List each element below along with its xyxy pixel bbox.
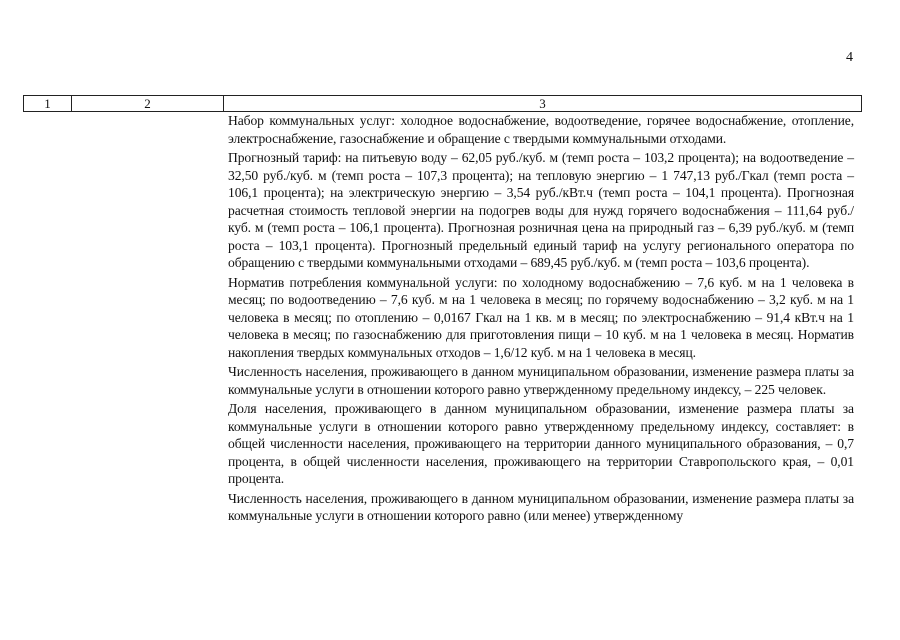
paragraph-forecast-tariffs: Прогнозный тариф: на питьевую воду – 62,05 руб./куб. м (темп роста – 103,2 процента); на водоотведение – 32,50 руб./куб. м (темп роста – 107,3 процента); на тепловую энергию – 1 747,13 руб./Гкал (темп роста – 106,1 процента); на электрическую энергию – 3,54 руб./кВт.ч (темп роста – 104,1 процента). Прогнозная расчетная стоимость тепловой энергии на подогрев воды для нужд горячего водоснабжения – 111,64 руб./куб. м (темп роста – 106,1 процента). Прогнозная розничная цена на природный газ – 6,39 руб./куб. м (темп роста – 103,1 процента). Прогнозный предельный единый тариф на услугу регионального оператора по обращению с твердыми коммунальными отходами – 689,45 руб./куб. м (темп роста – 103,6 процента). — [228, 150, 854, 270]
table-header-row — [24, 96, 862, 112]
column-3-number: 3 — [224, 96, 862, 112]
column-2-number: 2 — [72, 96, 224, 112]
paragraph-utility-services-set: Набор коммунальных услуг: холодное водоснабжение, водоотведение, горячее водоснабжение, отопление, электроснабжение, газоснабжение и обращение с твердыми коммунальными отходами. — [228, 113, 854, 146]
column-1-number: 1 — [24, 96, 72, 112]
paragraph-population-share: Доля населения, проживающего в данном муниципальном образовании, изменение размера платы за коммунальные услуги в отношении которого равно утвержденному предельному индексу, составляет: в общей численности населения, проживающего на территории данного муниципального образования, – 0,7 процента, в общей численности населения, проживающего на территории Ставропольского края, – 0,01 процента. — [228, 401, 854, 486]
paragraph-population-count: Численность населения, проживающего в данном муниципальном образовании, изменение размера платы за коммунальные услуги в отношении которого равно утвержденному предельному индексу, – 225 человек. — [228, 364, 854, 397]
column-3-content — [228, 112, 854, 527]
paragraph-consumption-norms: Норматив потребления коммунальной услуги: по холодному водоснабжению – 7,6 куб. м на 1 человека в месяц; по водоотведению – 7,6 куб. м на 1 человека в месяц; по горячему водоснабжению – 3,2 куб. м на 1 человека в месяц; по отоплению – 0,0167 Гкал на 1 кв. м в месяц; по электроснабжению – 91,4 кВт.ч на 1 человека в месяц; по газоснабжению для приготовления пищи – 10 куб. м на 1 человека в месяц. Норматив накопления твердых коммунальных отходов – 1,6/12 куб. м на 1 человека в месяц. — [228, 274, 854, 360]
page-number: 4 — [846, 50, 853, 65]
paragraph-population-count-or-less: Численность населения, проживающего в данном муниципальном образовании, изменение размера платы за коммунальные услуги в отношении которого равно (или менее) утвержденному — [228, 490, 854, 523]
column-number-header-table — [23, 95, 862, 112]
